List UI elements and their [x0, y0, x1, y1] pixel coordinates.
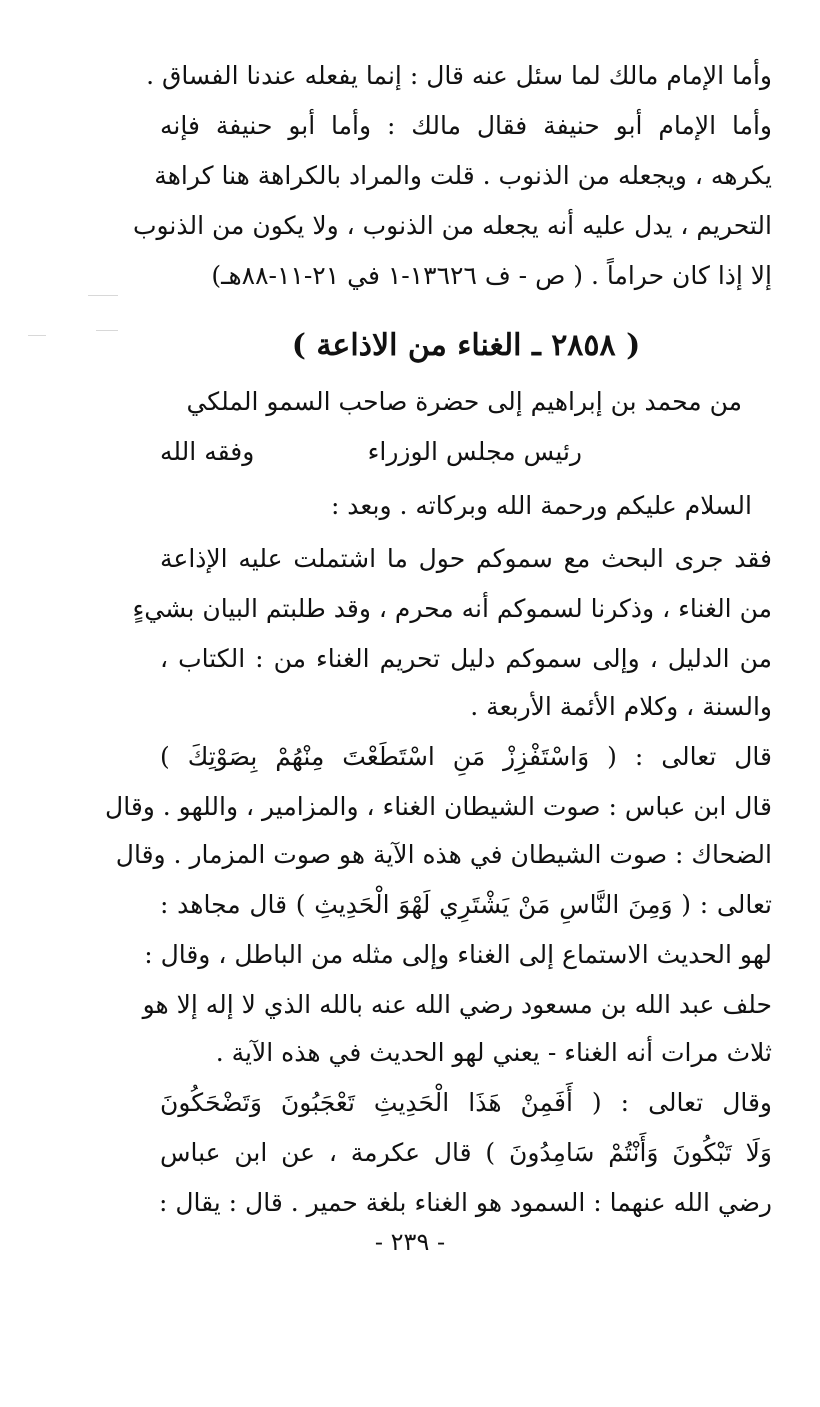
margin-scan-noise [88, 295, 118, 296]
quran-verse-line: قال تعالى : ( وَاسْتَفْزِزْ مَنِ اسْتَطَعْتَ مِنْهُمْ بِصَوْتِكَ ) [160, 742, 772, 771]
text-line: يكرهه ، ويجعله من الذنوب . قلت والمراد بالكراهة هنا كراهة [154, 161, 772, 190]
margin-scan-noise [28, 335, 46, 336]
text-line: من الغناء ، وذكرنا لسموكم أنه محرم ، وقد طلبتم البيان بشيءٍ [132, 594, 772, 623]
reference-line: إلا إذا كان حراماً . ( ص - ف ١٣٦٢٦-١ في ٢١-١١-٨٨هـ) [211, 261, 772, 290]
quran-verse-line: وَلَا تَبْكُونَ وَأَنْتُمْ سَامِدُونَ ) قال عكرمة ، عن ابن عباس [160, 1138, 772, 1167]
text-line: الضحاك : صوت الشيطان في هذه الآية هو صوت المزمار . وقال [115, 840, 772, 869]
text-line: قال ابن عباس : صوت الشيطان الغناء ، والمزامير ، واللهو . وقال [105, 792, 772, 821]
quran-verse-line: تعالى : ( وَمِنَ النَّاسِ مَنْ يَشْتَرِي لَهْوَ الْحَدِيثِ ) قال مجاهد : [160, 890, 772, 919]
text-line: ثلاث مرات أنه الغناء - يعني لهو الحديث في هذه الآية . [215, 1038, 772, 1067]
sender-line: من محمد بن إبراهيم إلى حضرة صاحب السمو الملكي [186, 387, 742, 416]
text-line: والسنة ، وكلام الأئمة الأربعة . [470, 692, 772, 721]
text-line: وأما الإمام أبو حنيفة فقال مالك : وأما أبو حنيفة فإنه [160, 111, 772, 140]
quran-verse-line: وقال تعالى : ( أَفَمِنْ هَذَا الْحَدِيثِ تَعْجَبُونَ وَتَضْحَكُونَ [160, 1088, 772, 1117]
text-line: وأما الإمام مالك لما سئل عنه قال : إنما يفعله عندنا الفساق . [146, 61, 772, 90]
addressee-title: رئيس مجلس الوزراء [367, 437, 582, 466]
text-line: رضي الله عنهما : السمود هو الغناء بلغة حمير . قال : يقال : [158, 1188, 772, 1217]
text-line: من الدليل ، وإلى سموكم دليل تحريم الغناء من : الكتاب ، [160, 644, 772, 673]
page-number: - ٢٣٩ - [374, 1228, 446, 1256]
text-line: حلف عبد الله بن مسعود رضي الله عنه بالله الذي لا إله إلا هو [142, 990, 772, 1019]
blessing-text: وفقه الله [160, 437, 255, 466]
text-line: فقد جرى البحث مع سموكم حول ما اشتملت عليه الإذاعة [160, 544, 772, 573]
text-line: التحريم ، يدل عليه أنه يجعله من الذنوب ، ولا يكون من الذنوب [132, 211, 772, 240]
greeting-line: السلام عليكم ورحمة الله وبركاته . وبعد : [330, 491, 752, 520]
margin-scan-noise [96, 330, 118, 331]
text-line: لهو الحديث الاستماع إلى الغناء وإلى مثله من الباطل ، وقال : [144, 940, 772, 969]
section-heading: ( ٢٨٥٨ ـ الغناء من الاذاعة ) [291, 328, 641, 363]
